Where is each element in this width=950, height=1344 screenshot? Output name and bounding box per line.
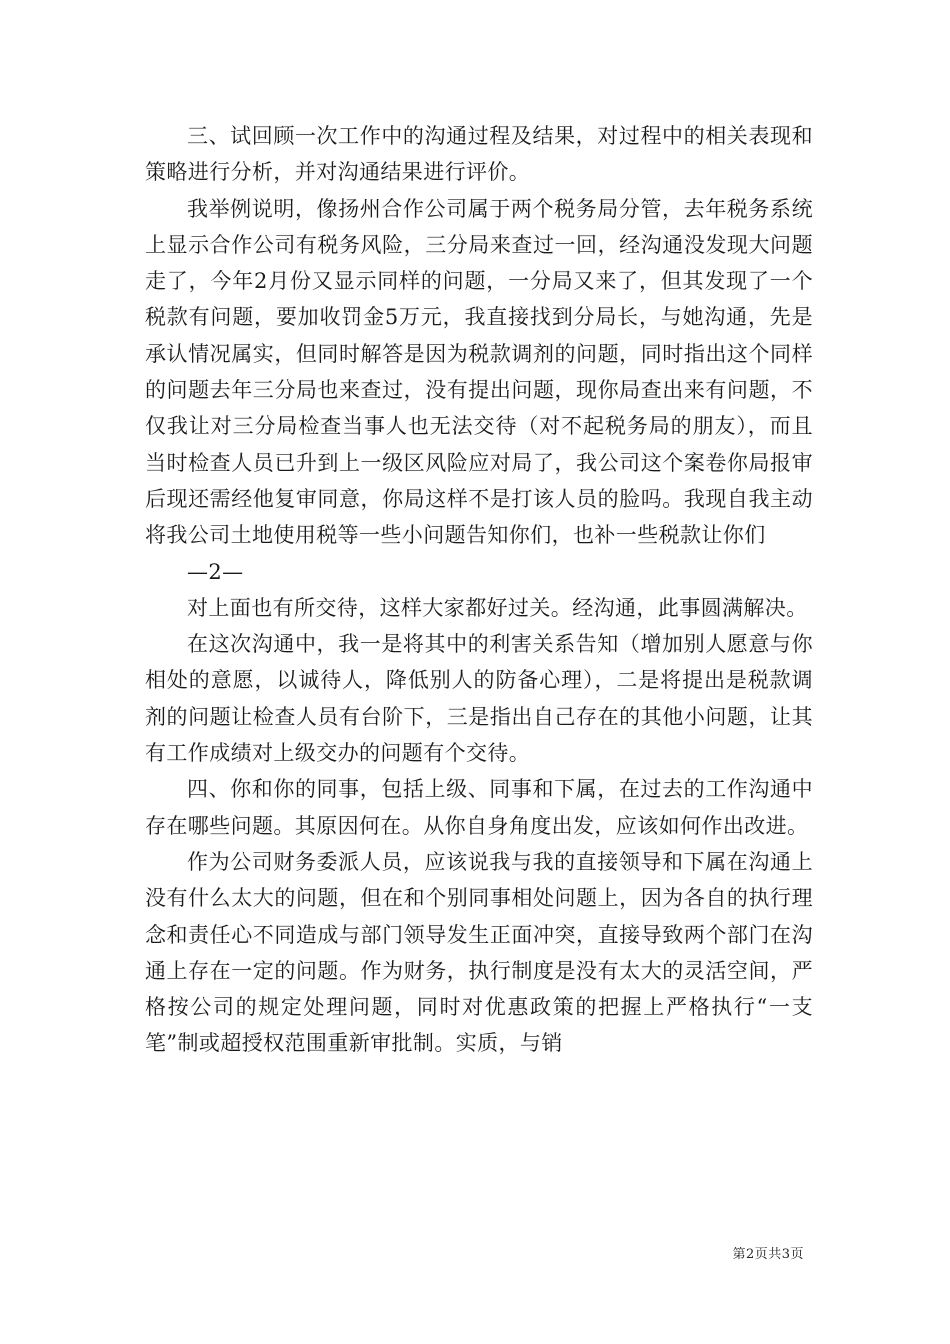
paragraph-analysis: 在这次沟通中，我一是将其中的利害关系告知（增加别人愿意与你相处的意愿，以诚待人，降低别人的防备心理），二是将提出是税款调剂的问题让检查人员有台阶下，三是指出自己存在的其他小问题，让其有工作成绩对上级交办的问题有个交待。 — [145, 632, 813, 766]
paragraph-example: 我举例说明，像扬州合作公司属于两个税务局分管，去年税务系统上显示合作公司有税务风险，三分局来查过一回，经沟通没发现大问题走了，今年2月份又显示同样的问题，一分局又来了，但其发现了一个税款有问题，要加收罚金5万元，我直接找到分局长，与她沟通，先是承认情况属实，但同时解答是因为税款调剂的问题，同时指出这个同样的问题去年三分局也来查过，没有提出问题，现你局查出来有问题，不仅我让对三分局检查当事人也无法交待（对不起税务局的朋友），而且当时检查人员已升到上一级区风险应对局了，我公司这个案卷你局报审后现还需经他复审同意，你局这样不是打该人员的脸吗。我现自我主动将我公司土地使用税等一些小问题告知你们，也补一些税款让你们 — [145, 196, 813, 548]
paragraph-question-four: 四、你和你的同事，包括上级、同事和下属，在过去的工作沟通中存在哪些问题。其原因何在。从你自身角度出发，应该如何作出改进。 — [145, 777, 813, 838]
paragraph-question-three: 三、试回顾一次工作中的沟通过程及结果，对过程中的相关表现和策略进行分析，并对沟通结果进行评价。 — [145, 124, 813, 185]
paragraph-resolution: 对上面也有所交待，这样大家都好过关。经沟通，此事圆满解决。 — [187, 595, 808, 620]
document-body — [145, 118, 813, 1062]
page-number-footer: 第2页共3页 — [732, 1247, 804, 1262]
paragraph-answer-four: 作为公司财务委派人员，应该说我与我的直接领导和下属在沟通上没有什么太大的问题，但在和个别同事相处问题上，因为各自的执行理念和责任心不同造成与部门领导发生正面冲突，直接导致两个部门在沟通上存在一定的问题。作为财务，执行制度是没有太大的灵活空间，严格按公司的规定处理问题，同时对优惠政策的把握上严格执行“一支笔”制或超授权范围重新审批制。实质，与销 — [145, 849, 813, 1056]
page-marker: —2— — [187, 559, 244, 584]
